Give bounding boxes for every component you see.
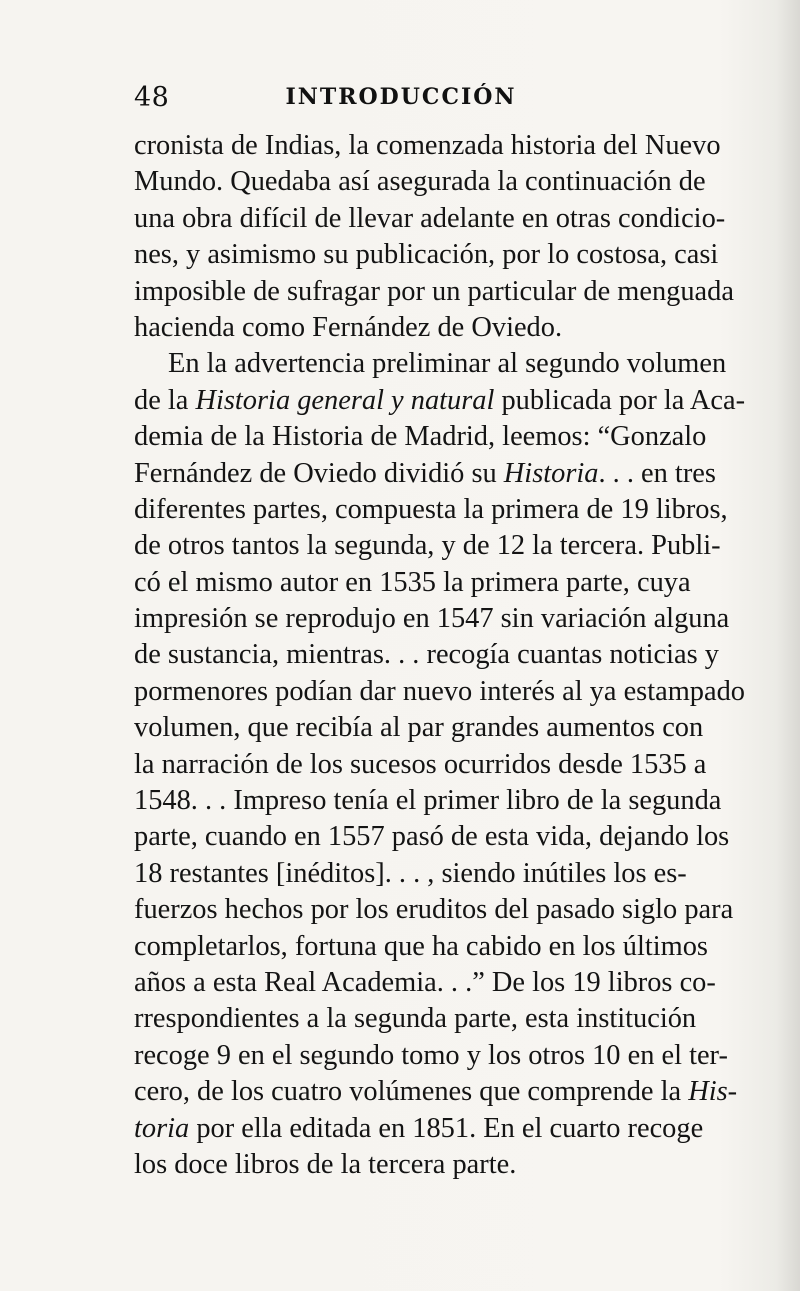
text-segment: recoge 9 en el segundo tomo y los otros 10 en el ter- [134,1039,728,1071]
text-segment: de la [134,384,196,416]
running-head: INTRODUCCIÓN [285,84,517,110]
text-line [134,1111,704,1147]
text-segment: cero, de los cuatro volúmenes que comprende la [134,1076,689,1108]
text-line [134,201,726,237]
text-segment: demia de la Historia de Madrid, leemos: “Gonzalo [134,421,707,453]
text-line [134,965,716,1001]
text-segment: 1548. . . Impreso tenía el primer libro de la segunda [134,785,722,817]
text-segment: los doce libros de la tercera parte. [134,1148,517,1180]
text-line [134,856,687,892]
text-line [134,674,745,710]
text-segment: có el mismo autor en 1535 la primera parte, cuya [134,566,691,598]
text-segment: de otros tantos la segunda, y de 12 la tercera. Publi- [134,530,721,562]
text-segment: . . . en tres [598,457,716,489]
text-line [134,637,719,673]
text-line [134,892,734,928]
text-line [134,274,734,310]
text-line [134,1074,738,1110]
text-line [134,819,730,855]
text-segment: nes, y asimismo su publicación, por lo costosa, casi [134,239,719,271]
italic-title: toria [134,1112,190,1144]
text-segment: pormenores podían dar nuevo interés al ya estampado [134,675,745,707]
text-segment: volumen, que recibía al par grandes aumentos con [134,712,704,744]
text-segment: diferentes partes, compuesta la primera de 19 libros, [134,493,728,525]
text-line [134,747,707,783]
text-segment: una obra difícil de llevar adelante en otras condicio- [134,202,726,234]
text-segment: publicada por la Aca- [494,384,746,416]
page-number: 48 [134,82,170,113]
text-segment: Mundo. Quedaba así asegurada la continuación de [134,166,706,198]
page-header [134,78,668,118]
text-segment: parte, cuando en 1557 pasó de esta vida, dejando los [134,821,730,853]
text-segment: años a esta Real Academia. . .” De los 19 libros co- [134,966,716,998]
italic-title: Historia general y natural [195,384,495,416]
text-segment: hacienda como Fernández de Oviedo. [134,311,563,343]
text-segment: 18 restantes [inéditos]. . . , siendo inútiles los es- [134,857,687,889]
text-line [134,383,746,419]
text-segment: cronista de Indias, la comenzada historia del Nuevo [134,130,721,161]
text-line [134,1001,697,1037]
text-line [134,528,721,564]
text-line [134,492,728,528]
text-segment: Fernández de Oviedo dividió su [134,457,504,489]
text-segment: la narración de los sucesos ocurridos desde 1535 a [134,748,707,780]
text-line [134,456,716,492]
italic-title: Historia [503,457,599,489]
text-line [134,346,727,382]
text-line [134,237,719,273]
text-segment: impresión se reprodujo en 1547 sin variación alguna [134,603,730,635]
text-segment: de sustancia, mientras. . . recogía cuantas noticias y [134,639,719,671]
italic-title: His- [688,1076,738,1108]
text-line [134,1147,668,1183]
text-segment: por ella editada en 1851. En el cuarto recoge [189,1112,704,1144]
text-line [134,164,706,200]
text-segment: imposible de sufragar por un particular de menguada [134,275,734,307]
text-line [134,783,722,819]
text-line [134,601,730,637]
body-text [134,128,746,1183]
text-segment: En la advertencia preliminar al segundo volumen [168,348,727,380]
text-segment: completarlos, fortuna que ha cabido en los últimos [134,930,708,962]
text-line [134,565,691,601]
text-line [134,929,708,965]
text-line [134,310,668,346]
text-segment: rrespondientes a la segunda parte, esta institución [134,1003,697,1035]
text-line [134,710,704,746]
text-line [134,1038,728,1074]
text-line [134,419,707,455]
text-line [134,128,721,164]
text-segment: fuerzos hechos por los eruditos del pasado siglo para [134,894,734,926]
